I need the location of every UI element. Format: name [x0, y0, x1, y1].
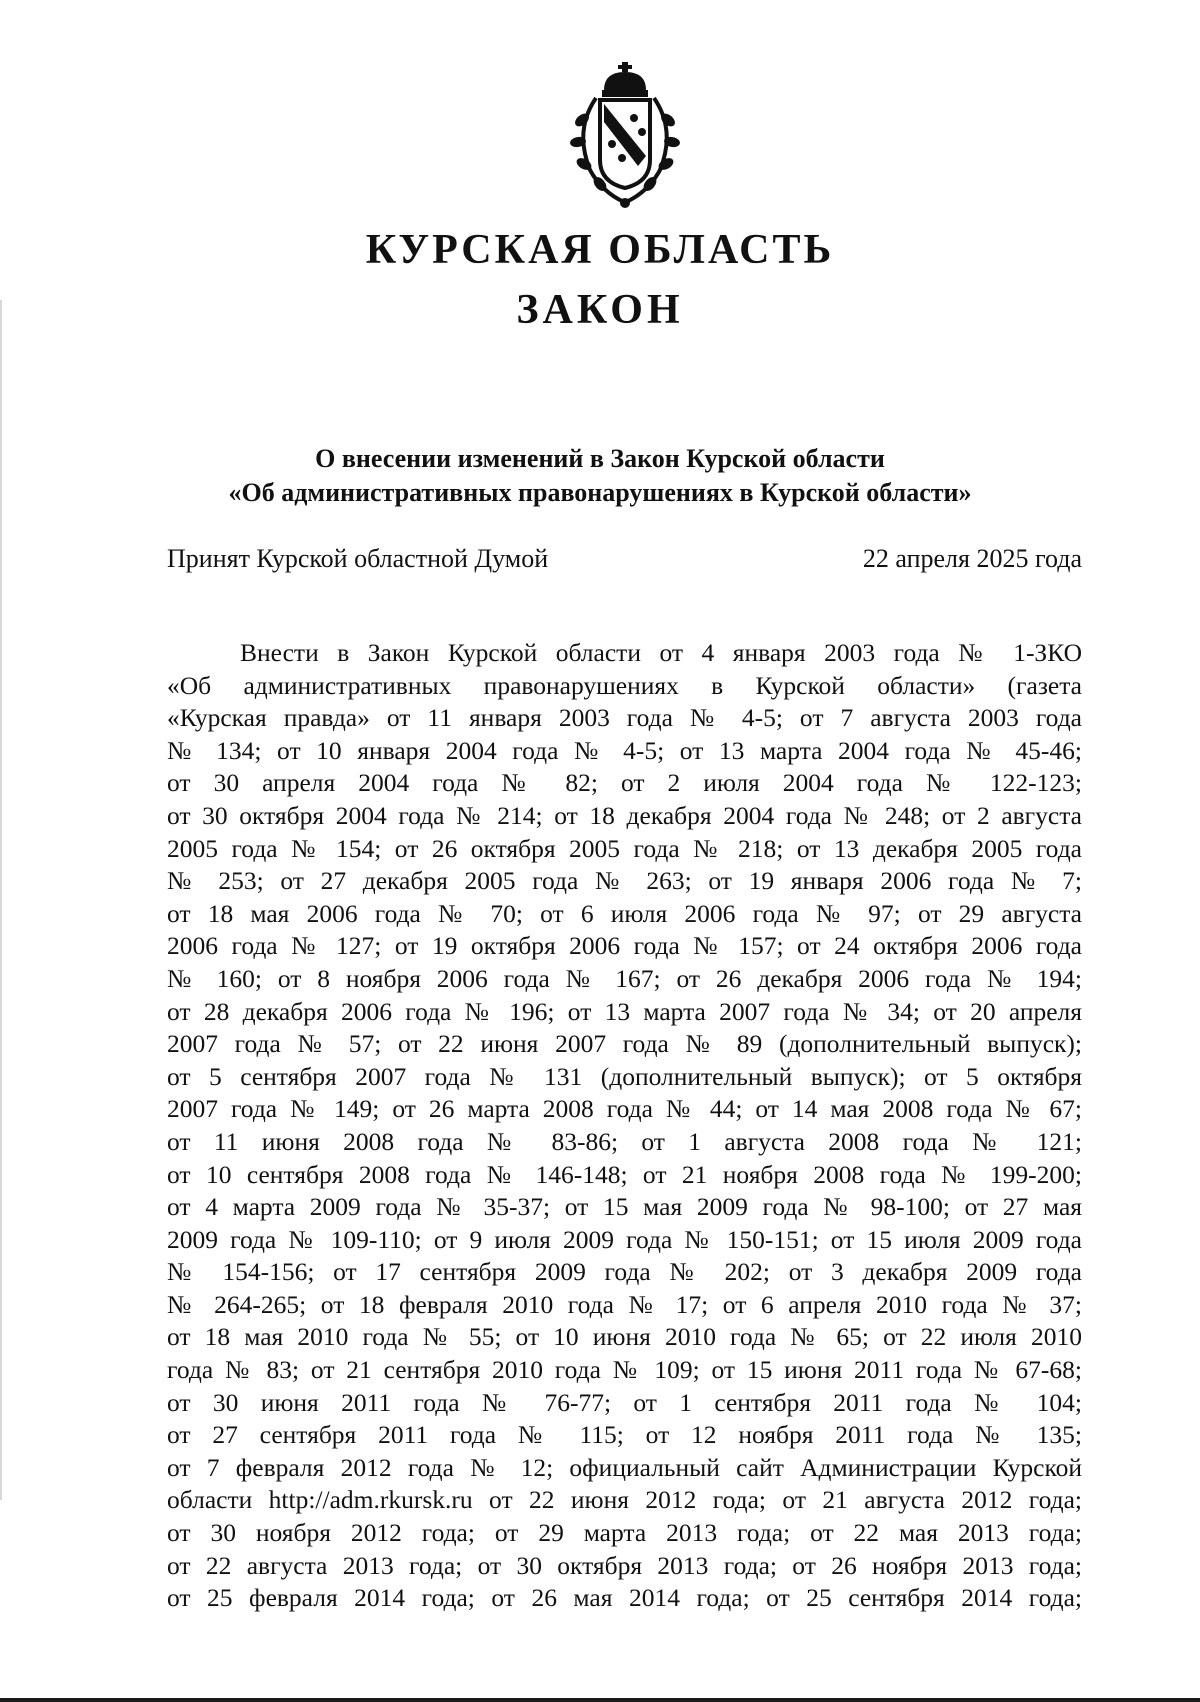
body-line: от 30 ноября 2012 года; от 29 марта 2013 года; от 22 мая 2013 года;	[167, 1518, 1082, 1548]
body-line: 2009 года № 109-110; от 9 июля 2009 года № 150-151; от 15 июля 2009 года	[167, 1224, 1082, 1254]
body-line: 2006 года № 127; от 19 октября 2006 года № 157; от 24 октября 2006 года	[167, 931, 1082, 961]
body-line: от 4 марта 2009 года № 35-37; от 15 мая 2009 года № 98-100; от 27 мая	[167, 1192, 1082, 1222]
law-subject	[0, 442, 1200, 510]
body-line: 2007 года № 149; от 26 марта 2008 года № 44; от 14 мая 2008 года № 67;	[167, 1094, 1082, 1124]
body-line: от 30 октября 2004 года № 214; от 18 декабря 2004 года № 248; от 2 августа	[167, 800, 1082, 830]
adoption-date: 22 апреля 2025 года	[862, 544, 1082, 573]
body-line: № 160; от 8 ноября 2006 года № 167; от 26 декабря 2006 года № 194;	[167, 963, 1082, 993]
body-line: № 154-156; от 17 сентября 2009 года № 202; от 3 декабря 2009 года	[167, 1257, 1082, 1287]
adopted-by: Принят Курской областной Думой	[167, 544, 549, 573]
body-line: от 30 июня 2011 года № 76-77; от 1 сентября 2011 года № 104;	[167, 1387, 1082, 1417]
body-line: от 18 мая 2010 года № 55; от 10 июня 2010 года № 65; от 22 июля 2010	[167, 1322, 1082, 1352]
body-line: от 30 апреля 2004 года № 82; от 2 июля 2004 года № 122-123;	[167, 768, 1082, 798]
law-subject-line-2: «Об административных правонарушениях в Курской области»	[228, 478, 972, 507]
law-body-paragraph	[167, 637, 1082, 1615]
body-line: от 11 июня 2008 года № 83-86; от 1 августа 2008 года № 121;	[167, 1126, 1082, 1156]
body-line: от 5 сентября 2007 года № 131 (дополнительный выпуск); от 5 октября	[167, 1061, 1082, 1091]
body-line: от 10 сентября 2008 года № 146-148; от 21 ноября 2008 года № 199-200;	[167, 1159, 1082, 1189]
body-line: Внести в Закон Курской области от 4 января 2003 года № 1-ЗКО	[240, 638, 1082, 667]
body-line: 2007 года № 57; от 22 июня 2007 года № 89 (дополнительный выпуск);	[167, 1029, 1082, 1059]
body-line: от 27 сентября 2011 года № 115; от 12 ноября 2011 года № 135;	[167, 1420, 1082, 1450]
body-line: года № 83; от 21 сентября 2010 года № 109; от 15 июня 2011 года № 67-68;	[167, 1355, 1082, 1385]
scan-bottom-edge	[0, 1698, 1200, 1702]
body-line: области http://adm.rkursk.ru от 22 июня 2012 года; от 21 августа 2012 года;	[167, 1485, 1082, 1515]
body-line: № 253; от 27 декабря 2005 года № 263; от 19 января 2006 года № 7;	[167, 866, 1082, 896]
body-line: № 264-265; от 18 февраля 2010 года № 17; от 6 апреля 2010 года № 37;	[167, 1289, 1082, 1319]
law-subject-line-1: О внесении изменений в Закон Курской области	[315, 444, 885, 473]
body-line: «Курская правда» от 11 января 2003 года № 4-5; от 7 августа 2003 года	[167, 703, 1082, 733]
body-line: от 7 февраля 2012 года № 12; официальный сайт Администрации Курской	[167, 1452, 1082, 1482]
body-line: от 28 декабря 2006 года № 196; от 13 марта 2007 года № 34; от 20 апреля	[167, 996, 1082, 1026]
region-title: КУРСКАЯ ОБЛАСТЬ	[365, 227, 835, 273]
body-line: 2005 года № 154; от 26 октября 2005 года № 218; от 13 декабря 2005 года	[167, 833, 1082, 863]
body-line: № 134; от 10 января 2004 года № 4-5; от 13 марта 2004 года № 45-46;	[167, 735, 1082, 765]
body-line: от 18 мая 2006 года № 70; от 6 июля 2006 года № 97; от 29 августа	[167, 898, 1082, 928]
coat-of-arms-icon	[560, 60, 690, 210]
document-type-title: ЗАКОН	[516, 287, 684, 333]
body-line: «Об административных правонарушениях в Курской области» (газета	[167, 670, 1082, 700]
body-line: от 22 августа 2013 года; от 30 октября 2013 года; от 26 ноября 2013 года;	[167, 1550, 1082, 1580]
body-line: от 25 февраля 2014 года; от 26 мая 2014 года; от 25 сентября 2014 года;	[167, 1583, 1082, 1613]
